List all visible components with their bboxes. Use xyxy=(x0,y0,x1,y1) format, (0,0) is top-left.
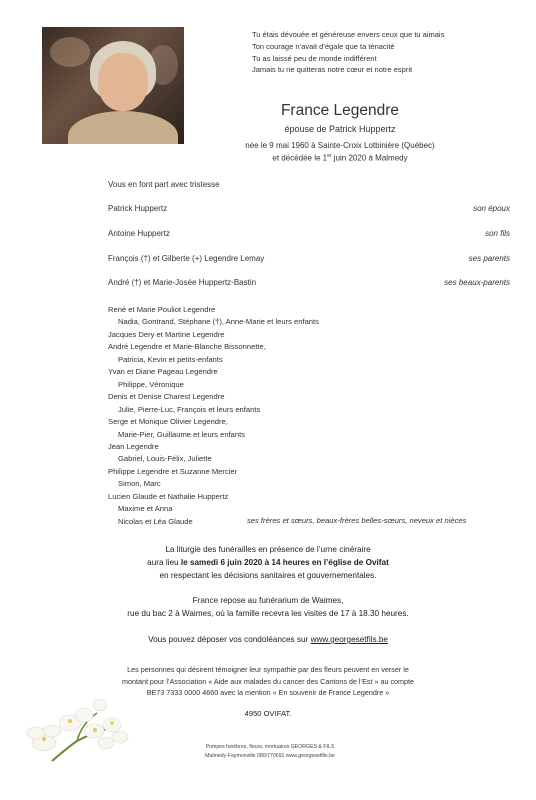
footer-contact: Malmedy-Faymonville 080/770691 www.georgesetfils.be xyxy=(205,753,335,759)
relative-line: Gabriel, Louis-Félix, Juliette xyxy=(118,454,212,464)
relative-line: Yvan et Diane Pageau Legendre xyxy=(108,367,218,377)
ceremony-line: aura lieu le samedi 6 juin 2020 à 14 heures en l’église de Ovifat xyxy=(147,558,389,568)
ceremony-info xyxy=(60,543,476,583)
funeral-home-info xyxy=(60,594,476,620)
birth-line: née le 9 mai 1960 à Sainte-Croix Lotbinière (Québec) xyxy=(245,141,435,150)
family-name: François (†) et Gilberte (+) Legendre Lemay xyxy=(108,254,265,263)
footer-company: Pompes funèbres, fleurs, mortuaires GEORGES & FILS xyxy=(205,744,335,750)
deceased-name: France Legendre xyxy=(280,102,400,119)
relative-line: Jacques Dery et Martine Legendre xyxy=(108,329,225,339)
donation-line: montant pour l’Association « Aide aux malades du cancer des Cantons de l’Est » au compte xyxy=(121,676,415,686)
relative-line: Patricia, Kevin et petits-enfants xyxy=(118,354,223,364)
family-role: son fils xyxy=(485,229,510,238)
family-role: ses beaux-parents xyxy=(444,278,510,287)
family-name: André (†) et Marie-Josée Huppertz-Bastin xyxy=(108,278,257,287)
orchid-flower-icon xyxy=(22,693,134,763)
poem xyxy=(252,29,502,76)
family-name: Patrick Huppertz xyxy=(108,204,168,213)
relative-line: Simon, Marc xyxy=(118,479,161,489)
relative-line: René et Marie Pouliot Legendre xyxy=(108,305,216,314)
portrait-photo xyxy=(42,27,184,144)
donation-line: Les personnes qui désirent témoigner leur sympathie par des fleurs peuvent en verser le xyxy=(127,665,409,674)
poem-line: Ton courage n’avait d’égale que ta ténacité xyxy=(252,41,395,51)
relative-line: Denis et Denise Charest Legendre xyxy=(108,392,225,402)
funeral-line: France repose au funérarium de Waimes, xyxy=(192,596,344,605)
relatives-role: ses frères et sœurs, beaux-frères belles-sœurs, neveux et nièces xyxy=(247,516,467,525)
poem-line: Tu as laissé peu de monde indifférent xyxy=(252,53,377,63)
relative-line: Serge et Monique Olivier Legendre, xyxy=(108,417,228,427)
relative-line: André Legendre et Marie-Blanche Bissonnette, xyxy=(108,342,266,352)
poem-line: Tu étais dévouée et généreuse envers ceux que tu aimais xyxy=(252,30,445,39)
ceremony-line: La liturgie des funérailles en présence de l’urne cinéraire xyxy=(165,545,371,554)
donation-line: BE73 7333 0000 4660 avec la mention « En souvenir de France Legendre » xyxy=(146,688,390,697)
condolences-link[interactable]: www.georgesetfils.be xyxy=(310,635,388,644)
relatives-list xyxy=(108,304,408,528)
relative-line: Philippe, Véronique xyxy=(118,379,184,389)
family-role: son époux xyxy=(473,204,510,213)
relative-line: Maxime et Anna xyxy=(118,504,173,514)
relative-line: Lucien Glaude et Nathalie Huppertz xyxy=(108,491,229,501)
family-role: ses parents xyxy=(468,254,510,263)
poem-line: Jamais tu ne quitteras notre cœur et notre esprit xyxy=(252,65,413,75)
announcement-intro: Vous en font part avec tristesse xyxy=(108,180,220,189)
relative-line: Julie, Pierre-Luc, François et leurs enfants xyxy=(118,404,261,414)
death-line: et décédée le 1er juin 2020 à Malmedy xyxy=(272,153,408,163)
relative-line: Marie-Pier, Guillaume et leurs enfants xyxy=(118,429,246,439)
address-line: 4950 OVIFAT. xyxy=(244,709,292,718)
ceremony-line: en respectant les décisions sanitaires et gouvernementales. xyxy=(159,571,377,581)
condolences-line: Vous pouvez déposer vos condoléances sur www.georgesetfils.be xyxy=(148,635,388,644)
spouse-line: épouse de Patrick Huppertz xyxy=(284,124,396,134)
relative-line: Philippe Legendre et Suzanne Mercier xyxy=(108,466,238,476)
relative-line: Nicolas et Léa Glaude xyxy=(118,516,193,526)
funeral-line: rue du bac 2 à Waimes, où la famille recevra les visites de 17 à 18.30 heures. xyxy=(127,609,409,619)
family-name: Antoine Huppertz xyxy=(108,229,170,238)
relative-line: Jean Legendre xyxy=(108,441,159,451)
relative-line: Nadia, Gontrand, Stéphane (†), Anne-Marie et leurs enfants xyxy=(118,317,319,327)
